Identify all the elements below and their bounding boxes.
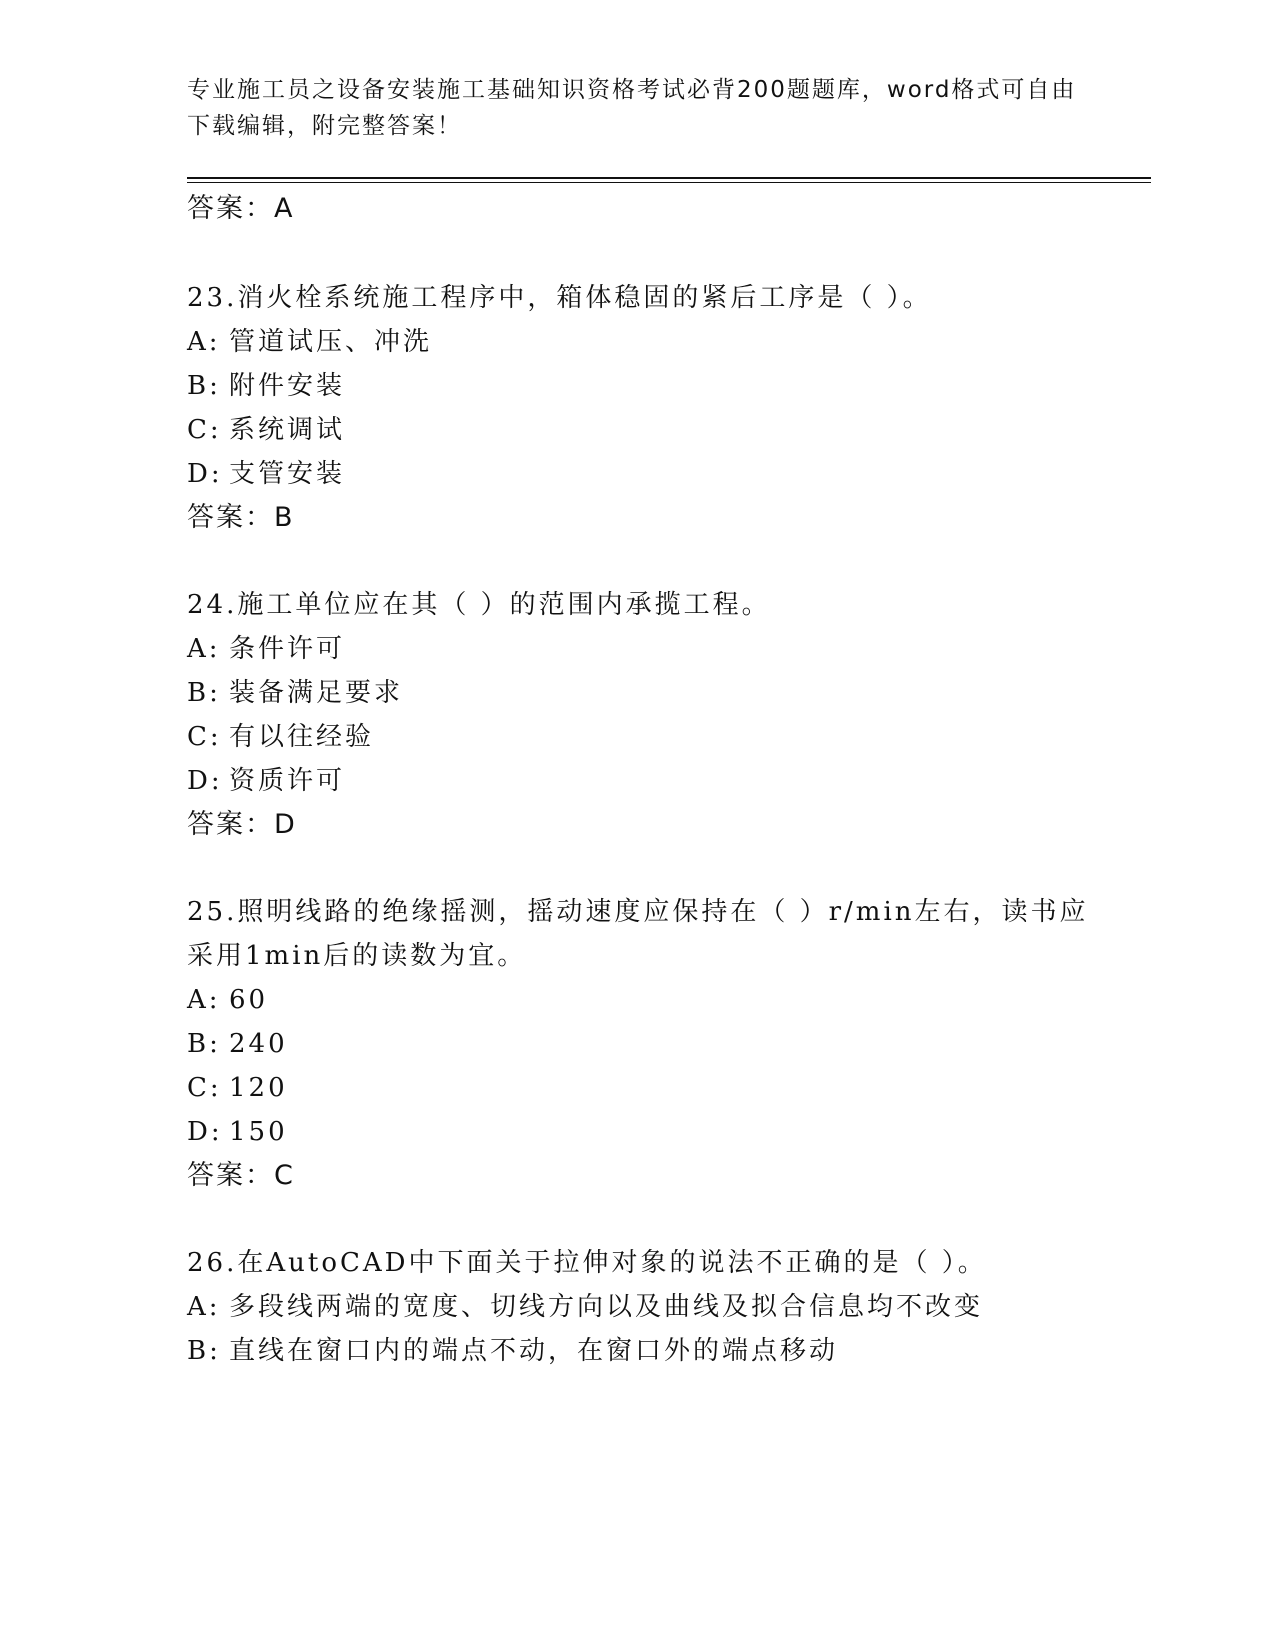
option-text: 条件许可 (229, 634, 346, 664)
question-24-stem: 24.施工单位应在其（ ）的范围内承揽工程。 (187, 590, 771, 620)
question-24-option-d (187, 764, 345, 798)
option-letter: B: (187, 1029, 221, 1059)
option-letter: A: (187, 327, 221, 357)
header-line-1: 专业施工员之设备安装施工基础知识资格考试必背200题题库，word格式可自由 (187, 77, 1077, 103)
question-25-stem: 25.照明线路的绝缘摇测，摇动速度应保持在（ ）r/min左右，读书应 (187, 897, 1089, 927)
option-letter: D: (187, 459, 223, 489)
question-25-stem-cont: 采用1min后的读数为宜。 (187, 941, 527, 971)
option-text: 系统调试 (229, 415, 346, 445)
option-text: 多段线两端的宽度、切线方向以及曲线及拟合信息均不改变 (229, 1292, 984, 1322)
question-25-option-d (187, 1115, 288, 1149)
option-letter: D: (187, 766, 223, 796)
question-25-answer: 答案：C (187, 1160, 295, 1191)
question-23-option-a (187, 325, 432, 359)
question-26-stem: 26.在AutoCAD中下面关于拉伸对象的说法不正确的是（ ）。 (187, 1248, 987, 1278)
question-23-answer: 答案：B (187, 502, 295, 533)
option-text: 附件安装 (229, 371, 346, 401)
question-23-option-d (187, 457, 345, 491)
question-25-option-b (187, 1027, 288, 1061)
option-text: 支管安装 (229, 459, 346, 489)
option-letter: A: (187, 634, 221, 664)
option-letter: C: (187, 722, 222, 752)
option-letter: B: (187, 1336, 221, 1366)
option-text: 有以往经验 (229, 722, 375, 752)
document-header (187, 72, 1087, 144)
question-24-answer: 答案：D (187, 809, 297, 840)
option-text: 管道试压、冲洗 (229, 327, 433, 357)
question-25-option-a (187, 983, 268, 1017)
option-text: 120 (229, 1073, 288, 1103)
question-24-option-a (187, 632, 345, 666)
header-rule-thin (187, 182, 1151, 183)
question-24-option-b (187, 676, 403, 710)
question-25-option-c (187, 1071, 288, 1105)
previous-answer: 答案：A (187, 193, 295, 224)
option-text: 60 (229, 985, 269, 1015)
option-letter: D: (187, 1117, 223, 1147)
option-letter: A: (187, 1292, 221, 1322)
question-23-option-b (187, 369, 345, 403)
option-letter: A: (187, 985, 221, 1015)
option-letter: B: (187, 371, 221, 401)
option-text: 240 (229, 1029, 288, 1059)
option-text: 资质许可 (229, 766, 346, 796)
header-line-2: 下载编辑，附完整答案！ (187, 113, 462, 139)
question-24-option-c (187, 720, 374, 754)
header-rule-thick (187, 177, 1151, 179)
question-26-option-b (187, 1334, 838, 1368)
option-letter: C: (187, 415, 222, 445)
question-26-option-a (187, 1290, 983, 1324)
question-23-option-c (187, 413, 345, 447)
option-text: 150 (229, 1117, 288, 1147)
option-letter: B: (187, 678, 221, 708)
question-23-stem: 23.消火栓系统施工程序中，箱体稳固的紧后工序是（ ）。 (187, 283, 932, 313)
option-text: 装备满足要求 (229, 678, 404, 708)
option-letter: C: (187, 1073, 222, 1103)
option-text: 直线在窗口内的端点不动，在窗口外的端点移动 (229, 1336, 839, 1366)
